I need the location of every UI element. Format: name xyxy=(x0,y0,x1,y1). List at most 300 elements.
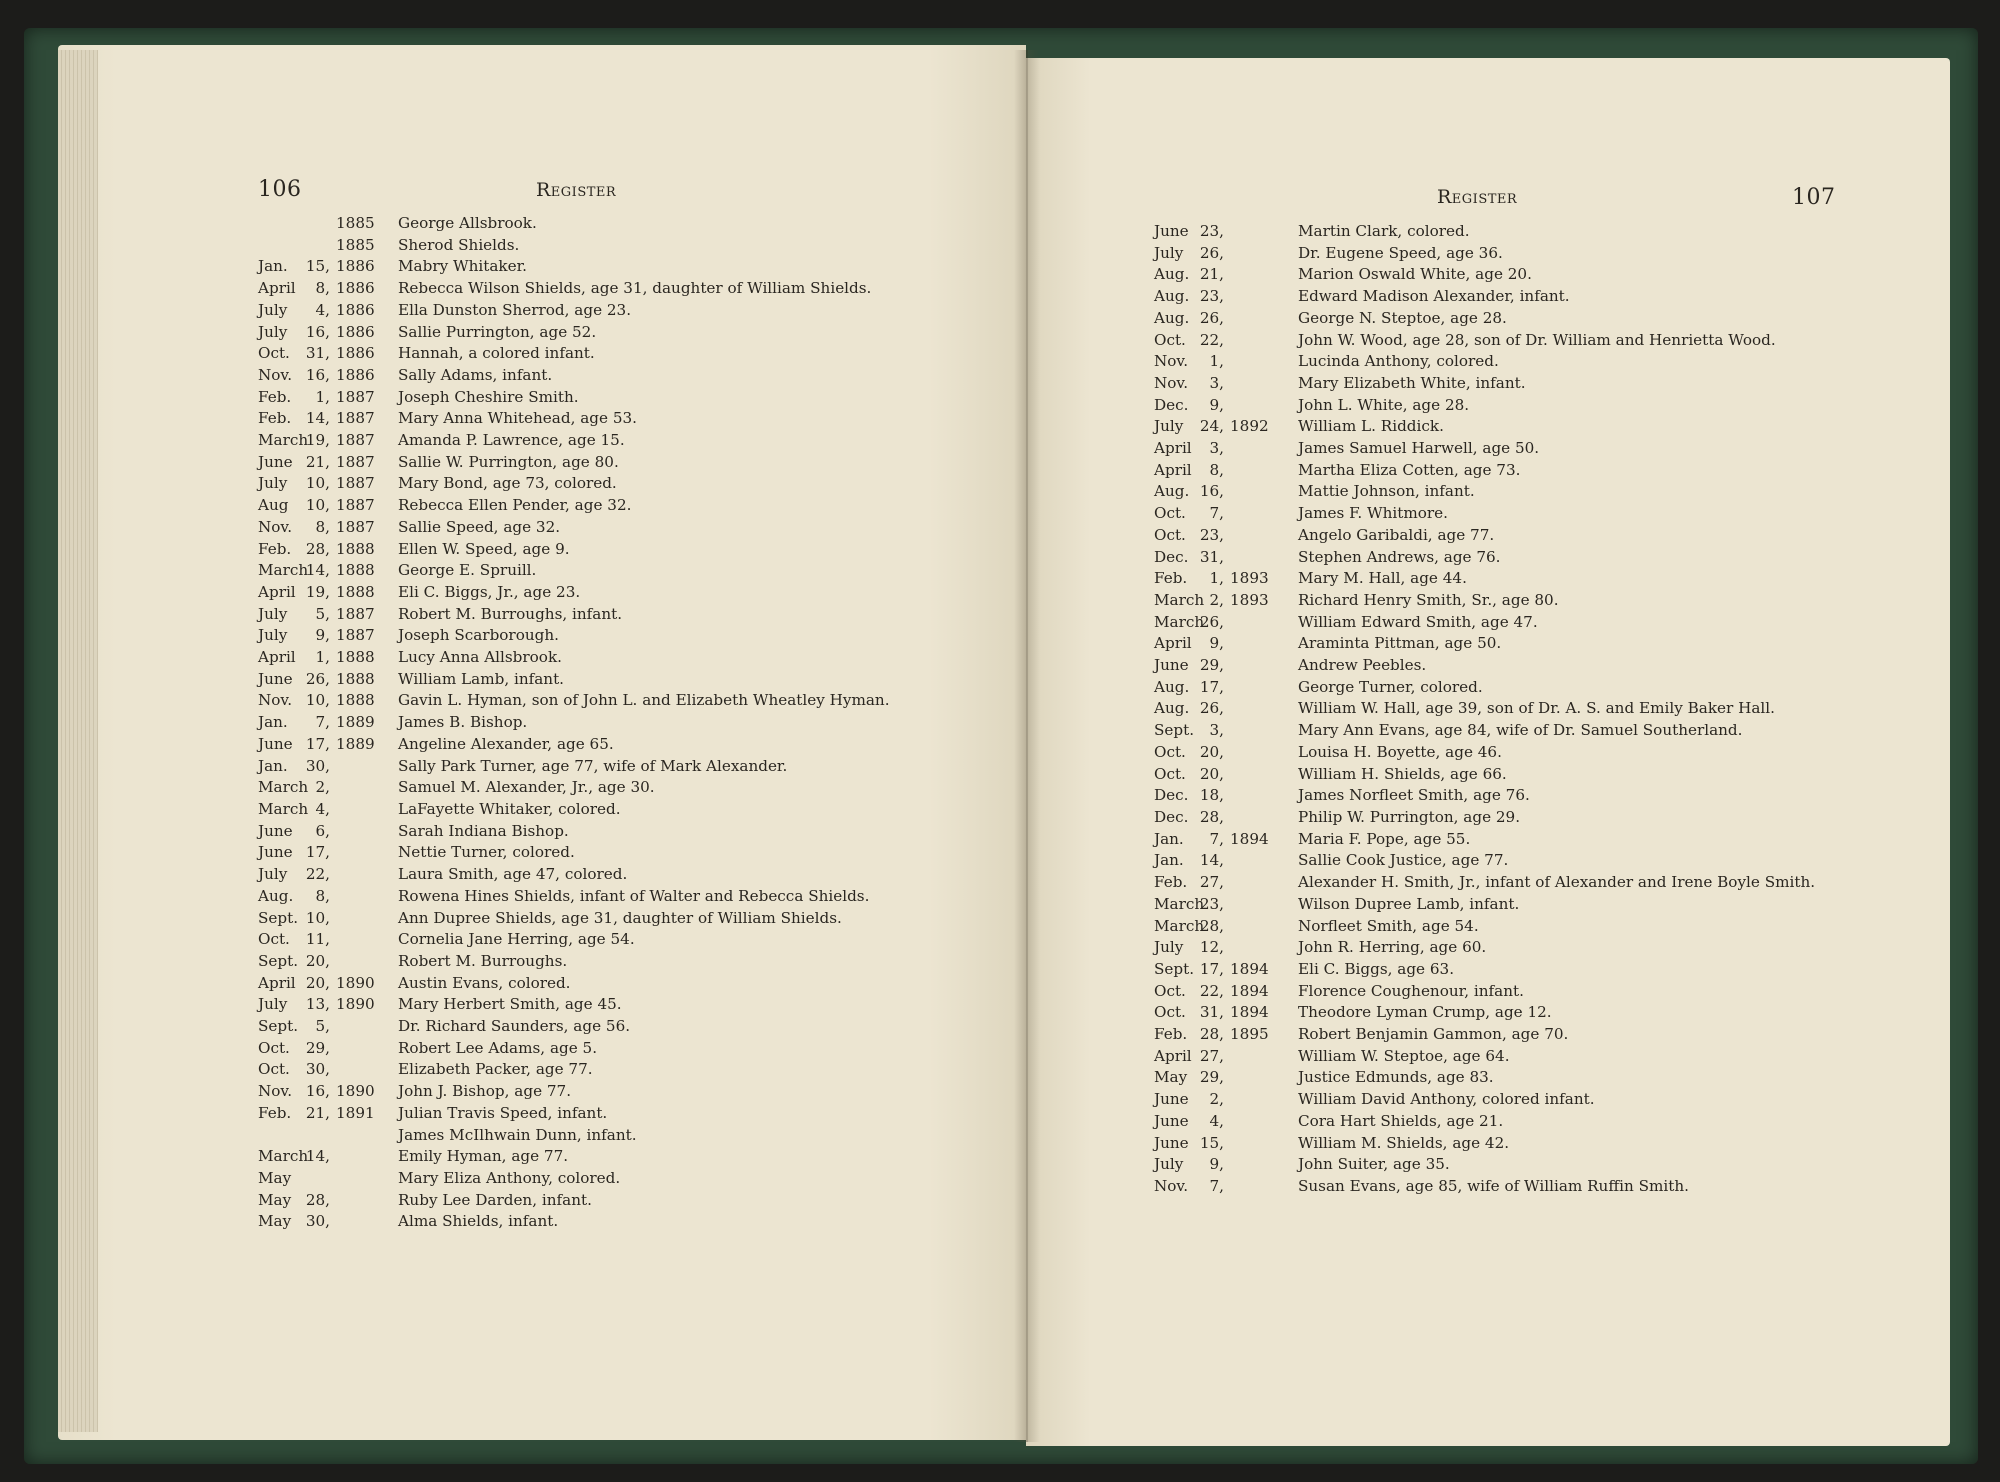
entry-month: Feb. xyxy=(1154,1025,1188,1044)
entry-year xyxy=(1228,937,1278,959)
entry-day: 7, xyxy=(315,713,330,732)
entry-day: 2, xyxy=(315,778,330,797)
entry-text: Rebecca Wilson Shields, age 31, daughter of William Shields. xyxy=(398,279,872,298)
entry-month: Oct. xyxy=(1154,504,1186,523)
entry-text: James B. Bishop. xyxy=(398,713,528,732)
register-entry xyxy=(1154,872,1818,894)
entry-month: Aug xyxy=(258,496,289,515)
register-entry xyxy=(258,322,914,344)
entry-text: Ruby Lee Darden, infant. xyxy=(398,1190,592,1209)
entry-day: 4, xyxy=(315,300,330,319)
entry-year: 1894 xyxy=(1230,829,1269,848)
register-entry xyxy=(258,235,914,257)
entry-year xyxy=(1228,481,1278,503)
register-entry xyxy=(1154,677,1818,699)
entry-text: Ellen W. Speed, age 9. xyxy=(398,539,570,558)
entry-day: 9, xyxy=(1209,395,1224,414)
entry-year: 1887 xyxy=(336,474,375,493)
entry-year xyxy=(1228,742,1278,764)
entry-day: 24, xyxy=(1199,417,1224,436)
entry-month: Dec. xyxy=(1154,547,1189,566)
entry-day: 15, xyxy=(305,257,330,276)
entry-text: Robert M. Burroughs. xyxy=(398,951,568,970)
entry-month: March xyxy=(258,1147,309,1166)
entry-year: 1886 xyxy=(336,257,375,276)
entry-text: James F. Whitmore. xyxy=(1298,504,1448,523)
entry-day: 20, xyxy=(305,951,330,970)
entry-year: 1894 xyxy=(1230,981,1269,1000)
entry-day: 30, xyxy=(305,1212,330,1231)
entry-year: 1887 xyxy=(336,517,375,536)
entry-day: 31, xyxy=(1199,547,1224,566)
register-entry xyxy=(1154,1002,1818,1024)
entry-day: 5, xyxy=(315,604,330,623)
entry-year xyxy=(1228,633,1278,655)
entry-month: March xyxy=(1154,612,1205,631)
entry-day: 14, xyxy=(305,409,330,428)
entry-year xyxy=(1228,373,1278,395)
entry-text: James Norfleet Smith, age 76. xyxy=(1298,786,1530,805)
register-entry xyxy=(1154,764,1818,786)
entry-month: July xyxy=(1154,938,1184,957)
entry-month: July xyxy=(1154,243,1184,262)
register-entry xyxy=(1154,829,1818,851)
entry-day: 20, xyxy=(305,973,330,992)
entry-year: 1887 xyxy=(336,452,375,471)
entry-day: 23, xyxy=(1199,894,1224,913)
entry-month xyxy=(258,235,300,257)
entry-year: 1893 xyxy=(1230,590,1269,609)
entry-day: 8, xyxy=(315,279,330,298)
entry-day: 22, xyxy=(305,865,330,884)
entry-month: Aug. xyxy=(1154,677,1190,696)
register-entry xyxy=(1154,416,1818,438)
entry-month: Aug. xyxy=(1154,308,1190,327)
entry-month: April xyxy=(1154,1046,1192,1065)
entry-text: John L. White, age 28. xyxy=(1298,395,1470,414)
entry-day: 28, xyxy=(1199,1025,1224,1044)
register-entry xyxy=(258,712,914,734)
entry-year xyxy=(334,1146,384,1168)
entry-text: William Edward Smith, age 47. xyxy=(1298,612,1538,631)
entry-month: March xyxy=(1154,894,1205,913)
entry-month: Sept. xyxy=(258,908,299,927)
entry-day: 28, xyxy=(1199,807,1224,826)
entry-month: Oct. xyxy=(258,344,290,363)
entry-text: Stephen Andrews, age 76. xyxy=(1298,547,1501,566)
entry-day: 17, xyxy=(1199,959,1224,978)
register-entry xyxy=(258,582,914,604)
entry-month: Nov. xyxy=(258,691,293,710)
entry-day: 17, xyxy=(305,734,330,753)
register-entry xyxy=(258,213,914,235)
entry-text: John R. Herring, age 60. xyxy=(1298,938,1487,957)
entry-text: Angelo Garibaldi, age 77. xyxy=(1298,525,1495,544)
entry-month: Oct. xyxy=(1154,525,1186,544)
entry-month: April xyxy=(1154,439,1192,458)
register-entry xyxy=(1154,937,1818,959)
entry-year xyxy=(1228,785,1278,807)
entry-year xyxy=(1228,547,1278,569)
entry-year xyxy=(1228,677,1278,699)
entry-year: 1894 xyxy=(1230,1003,1269,1022)
entry-month: Aug. xyxy=(1154,482,1190,501)
entry-text: Florence Coughenour, infant. xyxy=(1298,981,1524,1000)
register-entry xyxy=(1154,720,1818,742)
entry-day: 13, xyxy=(305,995,330,1014)
right-page xyxy=(1026,58,1950,1446)
entry-text: Norfleet Smith, age 54. xyxy=(1298,916,1479,935)
entry-month: Aug. xyxy=(1154,265,1190,284)
entry-day: 23, xyxy=(1199,287,1224,306)
entry-month: June xyxy=(258,734,293,753)
entry-day: 10, xyxy=(305,908,330,927)
register-entry xyxy=(1154,438,1818,460)
entry-year xyxy=(1228,1089,1278,1111)
entry-year: 1890 xyxy=(336,973,375,992)
entry-day: 7, xyxy=(1209,829,1224,848)
register-entry xyxy=(1154,221,1818,243)
register-entry xyxy=(1154,590,1818,612)
entry-day: 6, xyxy=(315,821,330,840)
entry-year xyxy=(1228,698,1278,720)
entry-month: Aug. xyxy=(1154,699,1190,718)
entry-day: 26, xyxy=(1199,308,1224,327)
register-entry xyxy=(258,365,914,387)
entry-day: 26, xyxy=(1199,243,1224,262)
entry-month: May xyxy=(258,1190,292,1209)
entry-month: Feb. xyxy=(258,387,292,406)
entry-year: 1890 xyxy=(336,995,375,1014)
entry-day: 10, xyxy=(305,691,330,710)
entry-month: Oct. xyxy=(1154,742,1186,761)
entry-text: William Lamb, infant. xyxy=(398,669,565,688)
entry-day: 28, xyxy=(305,1190,330,1209)
entry-year: 1887 xyxy=(336,409,375,428)
entry-day xyxy=(300,213,334,235)
entry-month: June xyxy=(258,843,293,862)
register-entry xyxy=(1154,1154,1818,1176)
register-entry xyxy=(258,929,914,951)
entry-year xyxy=(334,777,384,799)
entry-year: 1886 xyxy=(336,344,375,363)
entry-text: Araminta Pittman, age 50. xyxy=(1298,634,1502,653)
entry-text: Mary Anna Whitehead, age 53. xyxy=(398,409,637,428)
register-entry xyxy=(258,1146,914,1168)
entry-year: 1888 xyxy=(336,582,375,601)
entry-year xyxy=(334,1211,384,1233)
register-entry xyxy=(258,864,914,886)
entry-day: 16, xyxy=(1199,482,1224,501)
entry-text: Dr. Richard Saunders, age 56. xyxy=(398,1017,631,1036)
entry-year: 1888 xyxy=(336,648,375,667)
entry-year xyxy=(334,1059,384,1081)
entry-text: Richard Henry Smith, Sr., age 80. xyxy=(1298,590,1559,609)
register-entry xyxy=(258,669,914,691)
register-entry xyxy=(258,1211,914,1233)
entry-month: Oct. xyxy=(258,1038,290,1057)
entry-year: 1887 xyxy=(336,387,375,406)
entry-text: Wilson Dupree Lamb, infant. xyxy=(1298,894,1520,913)
entry-text: Edward Madison Alexander, infant. xyxy=(1298,287,1570,306)
entry-text: George Allsbrook. xyxy=(398,214,537,232)
entry-year xyxy=(1228,655,1278,677)
entry-month: Nov. xyxy=(1154,373,1189,392)
register-entry xyxy=(1154,1067,1818,1089)
entry-year xyxy=(334,799,384,821)
entry-month: Dec. xyxy=(1154,395,1189,414)
entry-year: 1888 xyxy=(336,691,375,710)
entry-month: June xyxy=(1154,656,1189,675)
entry-day: 8, xyxy=(1209,460,1224,479)
register-entry xyxy=(258,777,914,799)
entry-text: Sallie W. Purrington, age 80. xyxy=(398,452,619,471)
entry-month: Sept. xyxy=(1154,721,1195,740)
register-entry xyxy=(1154,655,1818,677)
entry-year: 1895 xyxy=(1230,1025,1269,1044)
entry-month: July xyxy=(258,300,288,319)
page-number: 107 xyxy=(1792,185,1836,210)
register-entry xyxy=(1154,264,1818,286)
entry-year: 1891 xyxy=(336,1103,375,1122)
book-gutter xyxy=(1014,50,1040,1442)
entry-month: Jan. xyxy=(258,257,288,276)
register-entry xyxy=(258,886,914,908)
entry-text: Dr. Eugene Speed, age 36. xyxy=(1298,243,1503,262)
entry-text: Julian Travis Speed, infant. xyxy=(398,1103,608,1122)
entry-month: March xyxy=(258,431,309,450)
entry-month: March xyxy=(1154,916,1205,935)
register-entry xyxy=(1154,1111,1818,1133)
entry-day: 29, xyxy=(1199,1068,1224,1087)
entry-year xyxy=(1228,916,1278,938)
entry-day: 16, xyxy=(305,365,330,384)
entry-day: 18, xyxy=(1199,786,1224,805)
entry-month: Nov. xyxy=(258,1082,293,1101)
entry-year xyxy=(334,1168,384,1190)
entry-text: Eli C. Biggs, Jr., age 23. xyxy=(398,582,581,601)
register-entry xyxy=(258,452,914,474)
register-entry xyxy=(1154,633,1818,655)
register-entries-right xyxy=(1154,221,1818,1198)
entry-day: 4, xyxy=(315,799,330,818)
entry-text: Sally Park Turner, age 77, wife of Mark Alexander. xyxy=(398,756,788,775)
entry-day: 27, xyxy=(1199,1046,1224,1065)
entry-year xyxy=(334,951,384,973)
register-entry xyxy=(1154,547,1818,569)
entry-text: Robert M. Burroughs, infant. xyxy=(398,604,623,623)
entry-day: 10, xyxy=(305,496,330,515)
entry-text: Angeline Alexander, age 65. xyxy=(398,734,614,753)
entry-day: 28, xyxy=(305,539,330,558)
entry-year xyxy=(1228,764,1278,786)
register-entry xyxy=(258,1038,914,1060)
entry-month: July xyxy=(258,626,288,645)
register-entries-left xyxy=(258,213,914,1233)
register-entry xyxy=(1154,612,1818,634)
entry-day: 3, xyxy=(1209,439,1224,458)
entry-year: 1886 xyxy=(336,279,375,298)
entry-day: 19, xyxy=(305,431,330,450)
entry-text: Amanda P. Lawrence, age 15. xyxy=(398,431,625,450)
entry-year xyxy=(1228,460,1278,482)
entry-month: July xyxy=(258,604,288,623)
entry-day: 7, xyxy=(1209,504,1224,523)
entry-text: Nettie Turner, colored. xyxy=(398,843,575,862)
entry-month: March xyxy=(258,778,309,797)
entry-year xyxy=(1228,264,1278,286)
entry-month: Nov. xyxy=(258,365,293,384)
entry-day: 15, xyxy=(1199,1133,1224,1152)
entry-day xyxy=(300,1125,334,1147)
register-entry xyxy=(1154,981,1818,1003)
entry-day: 17, xyxy=(305,843,330,862)
entry-year xyxy=(334,821,384,843)
entry-month: Nov. xyxy=(1154,352,1189,371)
register-entry xyxy=(258,842,914,864)
entry-day: 3, xyxy=(1209,373,1224,392)
entry-month: Sept. xyxy=(258,1017,299,1036)
entry-text: Cornelia Jane Herring, age 54. xyxy=(398,930,635,949)
entry-year xyxy=(1228,1067,1278,1089)
entry-year xyxy=(334,1016,384,1038)
entry-day: 5, xyxy=(315,1017,330,1036)
entry-year xyxy=(1228,720,1278,742)
entry-text: Sallie Cook Justice, age 77. xyxy=(1298,851,1509,870)
entry-month: Sept. xyxy=(258,951,299,970)
entry-text: Austin Evans, colored. xyxy=(398,973,571,992)
entry-year xyxy=(1228,525,1278,547)
entry-day: 20, xyxy=(1199,742,1224,761)
entry-month: April xyxy=(258,973,296,992)
register-entry xyxy=(1154,1176,1818,1198)
register-entry xyxy=(258,994,914,1016)
entry-year: 1889 xyxy=(336,713,375,732)
entry-year: 1886 xyxy=(336,365,375,384)
entry-day: 27, xyxy=(1199,873,1224,892)
entry-text: Mabry Whitaker. xyxy=(398,257,528,276)
entry-month: Jan. xyxy=(258,756,288,775)
running-head: Register xyxy=(536,179,617,201)
entry-year: 1893 xyxy=(1230,569,1269,588)
entry-text: John J. Bishop, age 77. xyxy=(398,1082,572,1101)
entry-year xyxy=(334,842,384,864)
entry-month: May xyxy=(1154,1068,1188,1087)
entry-month: Oct. xyxy=(1154,981,1186,1000)
entry-year xyxy=(1228,308,1278,330)
entry-day: 26, xyxy=(305,669,330,688)
entry-month: June xyxy=(258,821,293,840)
register-entry xyxy=(1154,916,1818,938)
entry-month: April xyxy=(258,648,296,667)
register-entry xyxy=(258,473,914,495)
register-entry xyxy=(258,1190,914,1212)
entry-text: Rowena Hines Shields, infant of Walter and Rebecca Shields. xyxy=(398,886,870,905)
entry-month: Oct. xyxy=(1154,764,1186,783)
entry-day: 8, xyxy=(315,517,330,536)
register-entry xyxy=(1154,330,1818,352)
entry-text: Elizabeth Packer, age 77. xyxy=(398,1060,593,1079)
entry-day: 29, xyxy=(1199,656,1224,675)
entry-text: John W. Wood, age 28, son of Dr. William and Henrietta Wood. xyxy=(1298,330,1776,349)
entry-month: Oct. xyxy=(1154,1003,1186,1022)
entry-month: June xyxy=(1154,222,1189,240)
entry-text: Mary M. Hall, age 44. xyxy=(1298,569,1467,588)
entry-text: Ann Dupree Shields, age 31, daughter of William Shields. xyxy=(398,908,842,927)
register-entry xyxy=(258,625,914,647)
entry-day: 31, xyxy=(305,344,330,363)
entry-text: Theodore Lyman Crump, age 12. xyxy=(1298,1003,1552,1022)
entry-day: 22, xyxy=(1199,330,1224,349)
entry-month: June xyxy=(258,452,293,471)
entry-month: March xyxy=(258,799,309,818)
entry-text: Hannah, a colored infant. xyxy=(398,344,595,363)
entry-year xyxy=(1228,395,1278,417)
entry-text: Rebecca Ellen Pender, age 32. xyxy=(398,496,632,515)
entry-month xyxy=(258,213,300,235)
entry-year xyxy=(334,1038,384,1060)
entry-day: 11, xyxy=(305,930,330,949)
entry-text: Mary Ann Evans, age 84, wife of Dr. Samuel Southerland. xyxy=(1298,721,1743,740)
entry-text: Philip W. Purrington, age 29. xyxy=(1298,807,1521,826)
entry-text: Andrew Peebles. xyxy=(1298,656,1427,675)
entry-day: 16, xyxy=(305,322,330,341)
entry-month: April xyxy=(1154,460,1192,479)
entry-year xyxy=(334,929,384,951)
entry-year xyxy=(1228,872,1278,894)
register-entry xyxy=(258,1103,914,1125)
entry-day: 10, xyxy=(305,474,330,493)
entry-year: 1888 xyxy=(336,669,375,688)
register-entry xyxy=(258,1016,914,1038)
entry-day: 21, xyxy=(305,1103,330,1122)
entry-year xyxy=(334,908,384,930)
entry-day: 3, xyxy=(1209,721,1224,740)
entry-year: 1887 xyxy=(336,431,375,450)
register-entry xyxy=(258,408,914,430)
entry-text: Laura Smith, age 47, colored. xyxy=(398,865,628,884)
entry-year xyxy=(334,864,384,886)
entry-day: 9, xyxy=(1209,1155,1224,1174)
entry-text: Joseph Scarborough. xyxy=(398,626,559,645)
register-entry xyxy=(1154,481,1818,503)
register-entry xyxy=(1154,1089,1818,1111)
page-number: 106 xyxy=(258,177,302,202)
entry-year xyxy=(334,886,384,908)
entry-day: 26, xyxy=(1199,699,1224,718)
register-entry xyxy=(258,300,914,322)
entry-month: June xyxy=(1154,1133,1189,1152)
entry-text: William H. Shields, age 66. xyxy=(1298,764,1507,783)
entry-day: 1, xyxy=(315,648,330,667)
entry-month: Nov. xyxy=(1154,1176,1189,1195)
entry-day: 14, xyxy=(305,1147,330,1166)
entry-text: Justice Edmunds, age 83. xyxy=(1298,1068,1494,1087)
register-entry xyxy=(258,734,914,756)
entry-year xyxy=(334,1190,384,1212)
entry-text: Louisa H. Boyette, age 46. xyxy=(1298,742,1502,761)
entry-year: 1886 xyxy=(336,300,375,319)
entry-text: Gavin L. Hyman, son of John L. and Elizabeth Wheatley Hyman. xyxy=(398,691,890,710)
entry-month: Jan. xyxy=(258,713,288,732)
entry-year xyxy=(1228,286,1278,308)
entry-month: July xyxy=(1154,1155,1184,1174)
entry-day: 16, xyxy=(305,1082,330,1101)
register-entry xyxy=(1154,894,1818,916)
entry-month: April xyxy=(258,279,296,298)
entry-month: Dec. xyxy=(1154,807,1189,826)
register-entry xyxy=(258,799,914,821)
